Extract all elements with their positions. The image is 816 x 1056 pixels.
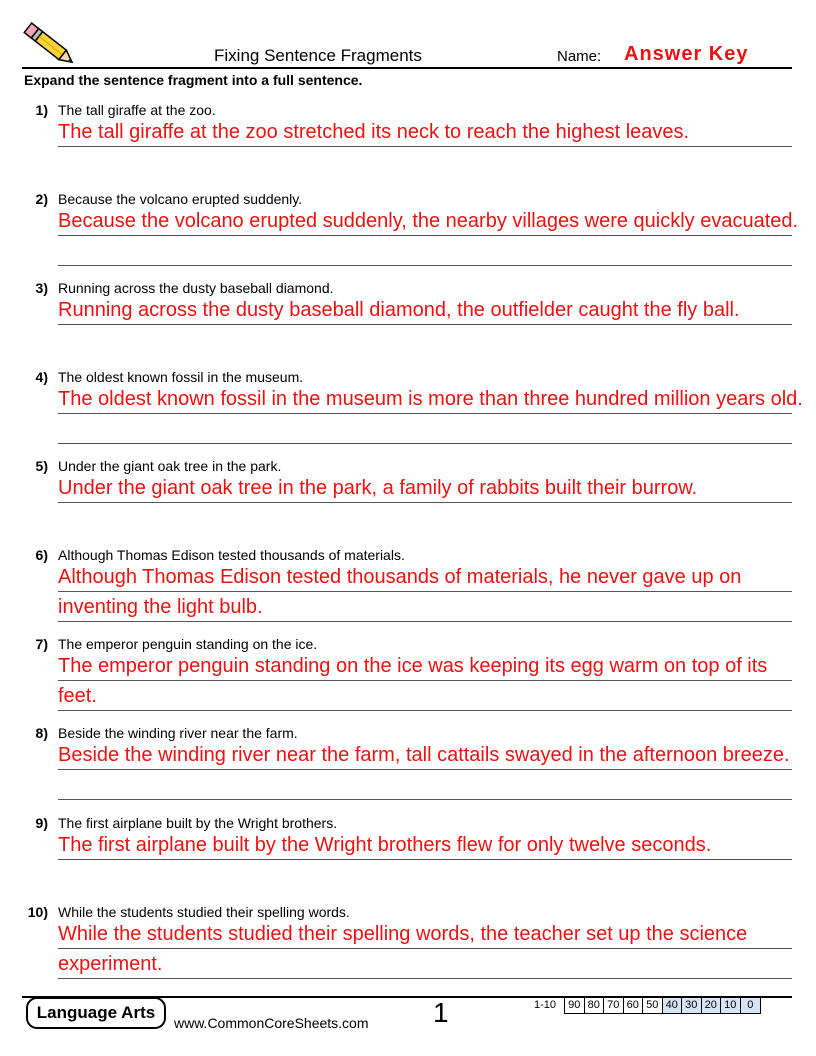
pencil-icon — [20, 20, 80, 70]
answer-text: While the students studied their spelling words, the teacher set up the science experiment. — [58, 923, 748, 975]
instructions: Expand the sentence fragment into a full sentence. — [24, 72, 363, 88]
score-cell: 20 — [702, 998, 722, 1013]
answer-text: Under the giant oak tree in the park, a family of rabbits built their burrow. — [58, 477, 698, 499]
answer-text: The oldest known fossil in the museum is more than three hundred million years old. — [58, 388, 803, 410]
answer-line — [58, 502, 792, 503]
answer-line — [58, 799, 792, 800]
question-prompt: While the students studied their spelling words. — [58, 904, 350, 920]
answer-text: Although Thomas Edison tested thousands of materials, he never gave up on inventing the light bulb. — [58, 566, 742, 618]
score-table — [564, 997, 761, 1014]
answer-line — [58, 710, 792, 711]
website-link[interactable]: www.CommonCoreSheets.com — [174, 1015, 369, 1031]
question-number: 8) — [35, 725, 48, 741]
question-prompt: Beside the winding river near the farm. — [58, 725, 298, 741]
score-cell: 90 — [565, 998, 585, 1013]
answer-line — [58, 680, 792, 681]
answer-text: The first airplane built by the Wright brothers flew for only twelve seconds. — [58, 834, 712, 856]
answer-line — [58, 235, 792, 236]
question-number: 5) — [35, 458, 48, 474]
answer-text: Running across the dusty baseball diamond, the outfielder caught the fly ball. — [58, 299, 740, 321]
question-number: 10) — [27, 904, 48, 920]
answer-line — [58, 621, 792, 622]
answer-line — [58, 948, 792, 949]
question-prompt: The tall giraffe at the zoo. — [58, 102, 216, 118]
question-number: 9) — [35, 815, 48, 831]
answer-text: The emperor penguin standing on the ice was keeping its egg warm on top of its feet. — [58, 655, 768, 707]
answer-text: The tall giraffe at the zoo stretched its neck to reach the highest leaves. — [58, 121, 690, 143]
question-prompt: The first airplane built by the Wright brothers. — [58, 815, 338, 831]
score-cell: 30 — [682, 998, 702, 1013]
answer-line — [58, 443, 792, 444]
question-prompt: Although Thomas Edison tested thousands of materials. — [58, 547, 405, 563]
header-divider — [22, 67, 792, 69]
answer-line — [58, 413, 792, 414]
score-cell: 70 — [604, 998, 624, 1013]
subject-badge: Language Arts — [26, 997, 166, 1029]
question-prompt: The emperor penguin standing on the ice. — [58, 636, 318, 652]
answer-line — [58, 591, 792, 592]
answer-line — [58, 324, 792, 325]
score-cell: 50 — [643, 998, 663, 1013]
answer-key-label: Answer Key — [624, 43, 749, 65]
name-label: Name: — [557, 48, 602, 65]
question-prompt: Because the volcano erupted suddenly. — [58, 191, 303, 207]
score-range-label: 1-10 — [534, 999, 557, 1011]
question-number: 7) — [35, 636, 48, 652]
question-number: 2) — [35, 191, 48, 207]
score-cell: 80 — [585, 998, 605, 1013]
question-prompt: Under the giant oak tree in the park. — [58, 458, 282, 474]
answer-line — [58, 978, 792, 979]
question-number: 3) — [35, 280, 48, 296]
answer-text: Because the volcano erupted suddenly, the nearby villages were quickly evacuated. — [58, 210, 799, 232]
answer-text: Beside the winding river near the farm, tall cattails swayed in the afternoon breeze. — [58, 744, 790, 766]
score-cell: 40 — [663, 998, 683, 1013]
question-prompt: Running across the dusty baseball diamond. — [58, 280, 334, 296]
page-number: 1 — [433, 997, 449, 1028]
score-cell: 60 — [624, 998, 644, 1013]
question-number: 1) — [35, 102, 48, 118]
question-number: 4) — [35, 369, 48, 385]
answer-line — [58, 769, 792, 770]
answer-line — [58, 859, 792, 860]
answer-line — [58, 146, 792, 147]
question-prompt: The oldest known fossil in the museum. — [58, 369, 304, 385]
score-cell: 0 — [741, 998, 761, 1013]
worksheet-title: Fixing Sentence Fragments — [214, 46, 422, 65]
answer-line — [58, 265, 792, 266]
score-cell: 10 — [721, 998, 741, 1013]
question-number: 6) — [35, 547, 48, 563]
